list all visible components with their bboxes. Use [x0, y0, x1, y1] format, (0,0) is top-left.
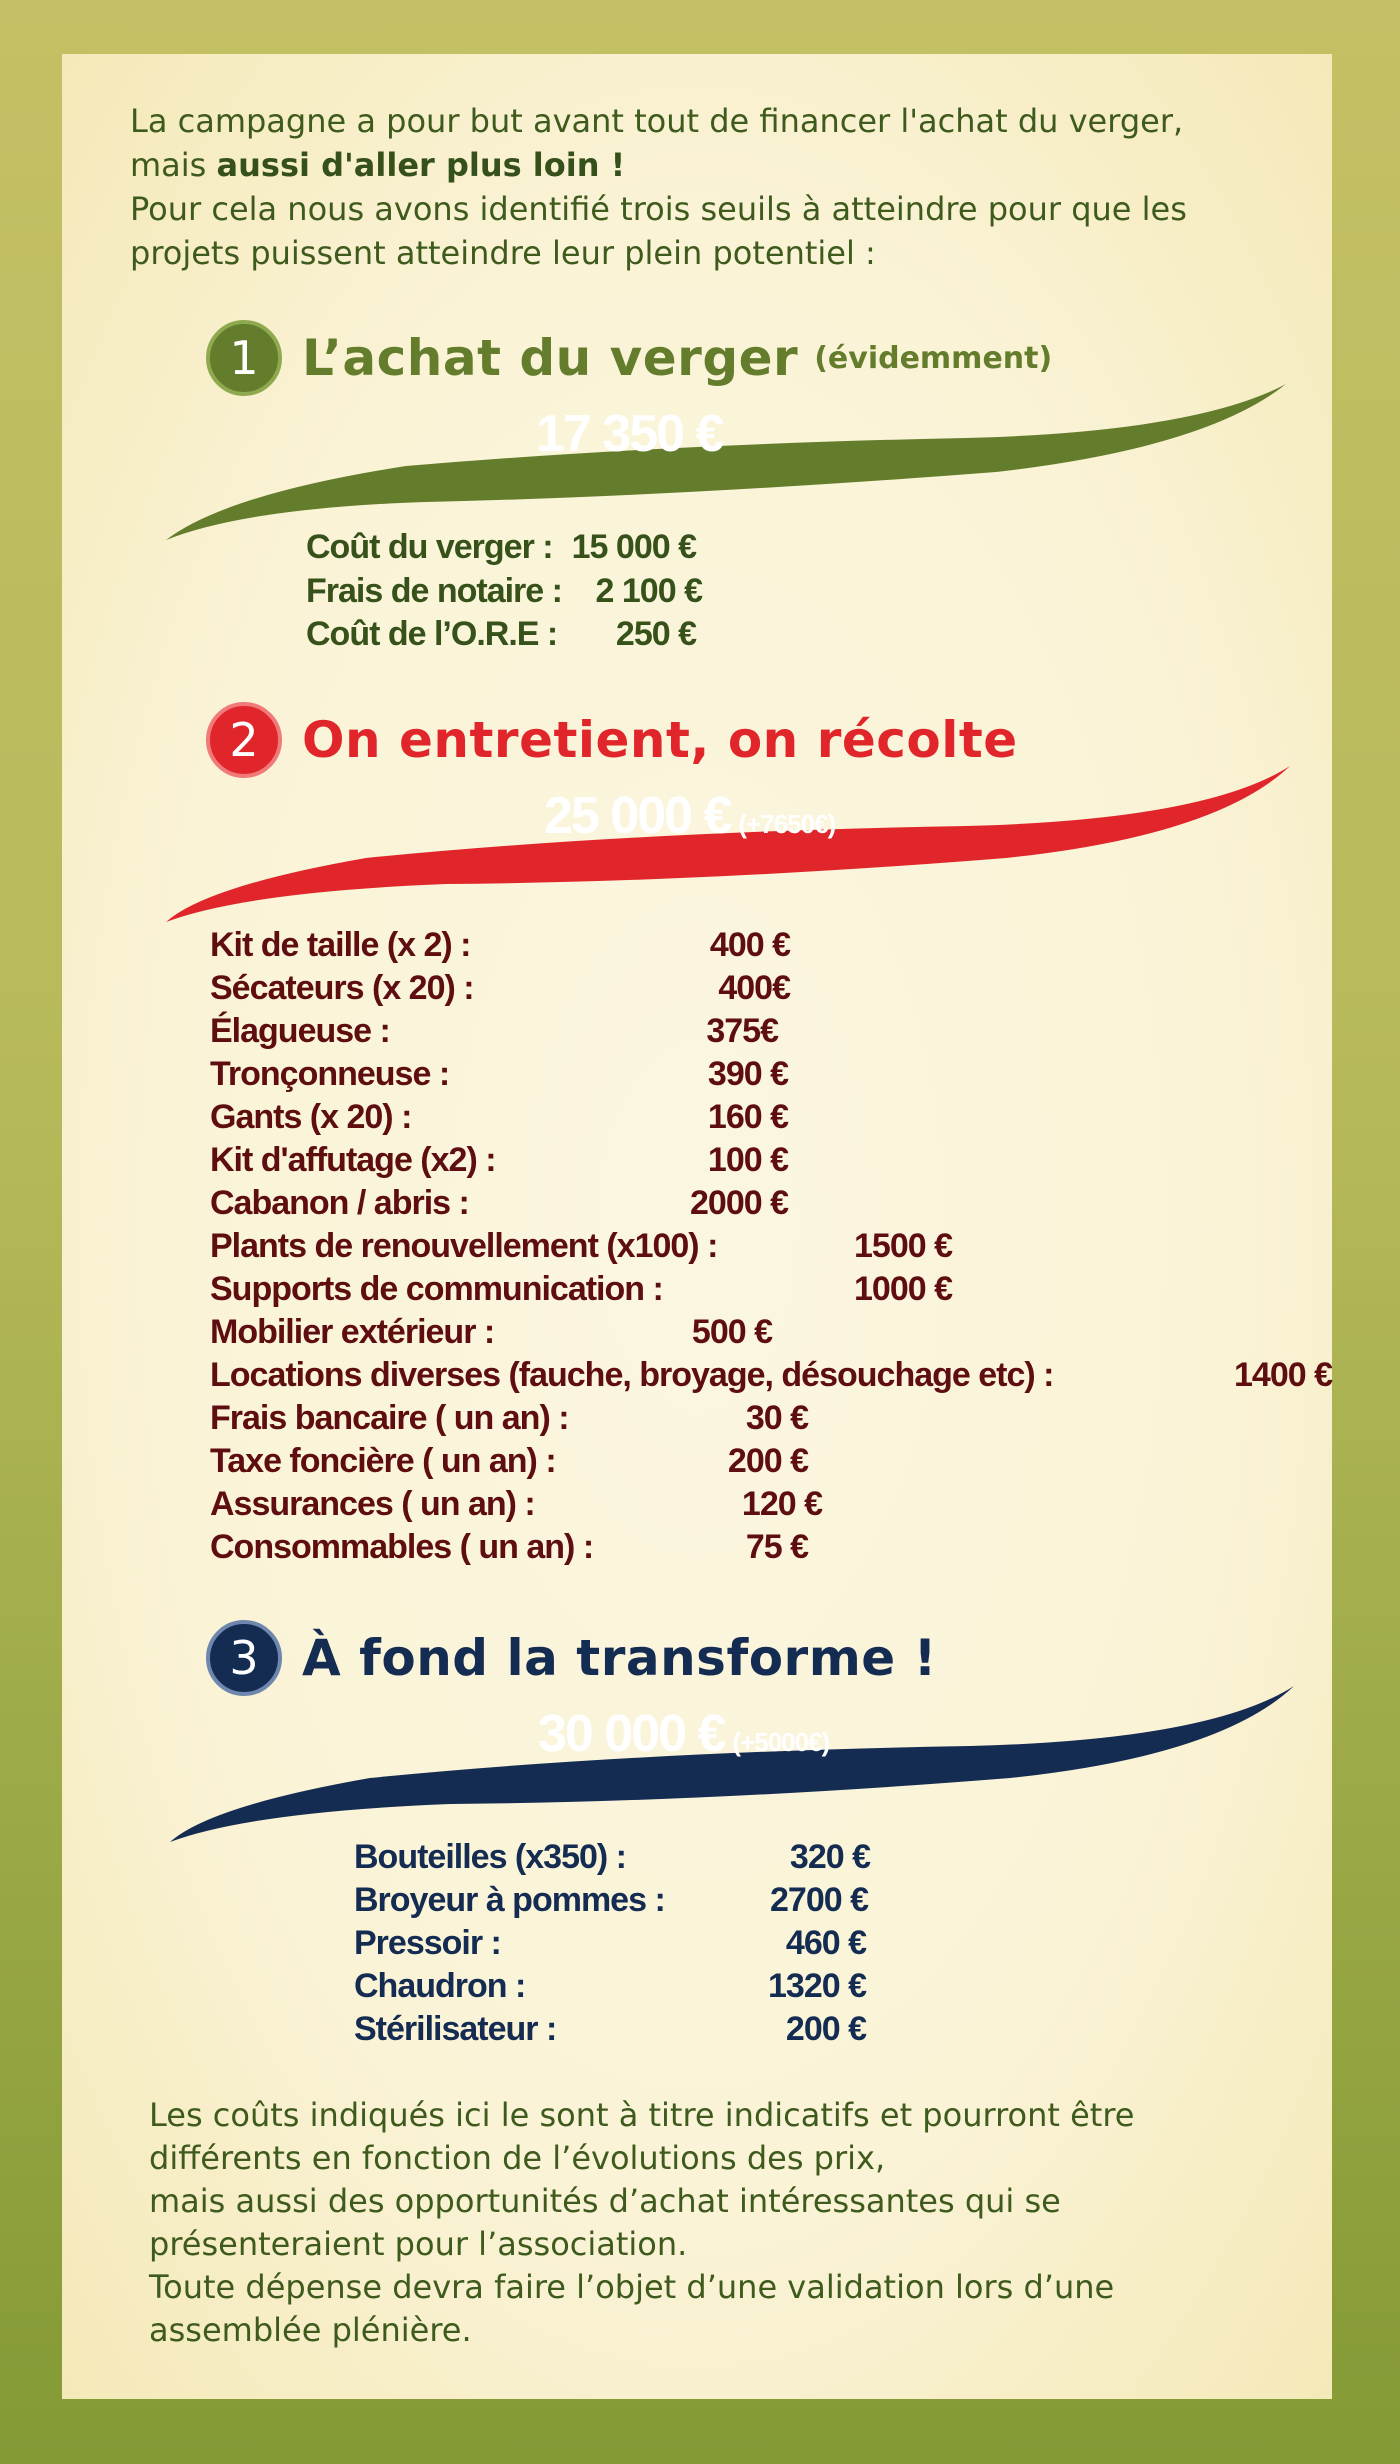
footer-line: Toute dépense devra faire l’objet d’une validation lors d’une — [149, 2268, 1115, 2306]
tier-1-title: L’achat du verger — [302, 329, 799, 387]
tier-3-title: À fond la transforme ! — [302, 1629, 937, 1687]
tier-2-amount — [544, 786, 835, 846]
item-value: 1500 € — [854, 1227, 952, 1265]
tier-3-amount-value: 30 000 € — [538, 1705, 725, 1763]
item-value: 160 € — [707, 1098, 788, 1136]
tier-1-amount-value: 17 350 € — [536, 405, 723, 463]
item-value: 390 € — [707, 1055, 788, 1093]
item-value: 75 € — [745, 1528, 808, 1566]
item-label: Bouteilles (x350) : — [354, 1838, 626, 1876]
footer-disclaimer — [149, 2094, 1309, 2352]
tier-1-banner — [166, 384, 1286, 544]
tier-3-heading — [206, 1620, 937, 1696]
tier-2-number-badge: 2 — [206, 702, 282, 778]
footer-line: assemblée plénière. — [149, 2311, 472, 2349]
item-label: Cabanon / abris : — [210, 1184, 469, 1222]
item-label: Coût du verger : — [306, 528, 553, 566]
item-label: Taxe foncière ( un an) : — [210, 1442, 556, 1480]
intro-text-bold: aussi d'aller plus loin ! — [216, 146, 626, 184]
item-label: Consommables ( un an) : — [210, 1528, 594, 1566]
intro-line — [130, 143, 1310, 187]
item-label: Broyeur à pommes : — [354, 1881, 665, 1919]
intro-text-plain: mais — [130, 146, 217, 184]
item-label: Frais bancaire ( un an) : — [210, 1399, 569, 1437]
item-label: Pressoir : — [354, 1924, 501, 1962]
tier-2-amount-value: 25 000 € — [544, 787, 731, 845]
item-value: 2 100 € — [595, 572, 702, 610]
footer-line: mais aussi des opportunités d’achat intéressantes qui se — [149, 2182, 1061, 2220]
item-label: Sécateurs (x 20) : — [210, 969, 474, 1007]
item-label: Stérilisateur : — [354, 2010, 557, 2048]
tier-1-subtitle: (évidemment) — [814, 340, 1053, 376]
item-label: Élagueuse : — [210, 1012, 390, 1050]
item-value: 120 € — [741, 1485, 822, 1523]
tier-3-amount — [538, 1704, 829, 1764]
item-value: 320 € — [789, 1838, 870, 1876]
footer-line: présenteraient pour l’association. — [149, 2225, 688, 2263]
item-label: Kit de taille (x 2) : — [210, 926, 471, 964]
item-value: 30 € — [745, 1399, 808, 1437]
item-value: 375€ — [706, 1012, 778, 1050]
item-value: 400€ — [718, 969, 790, 1007]
item-label: Gants (x 20) : — [210, 1098, 412, 1136]
item-label: Plants de renouvellement (x100) : — [210, 1227, 718, 1265]
item-label: Locations diverses (fauche, broyage, désouchage etc) : — [210, 1356, 1054, 1394]
item-label: Supports de communication : — [210, 1270, 663, 1308]
intro-text — [130, 99, 1310, 275]
item-value: 250 € — [615, 615, 696, 653]
tier-2-amount-delta: (+7650€) — [738, 809, 836, 839]
item-label: Chaudron : — [354, 1967, 526, 2005]
item-value: 2700 € — [770, 1881, 868, 1919]
item-value: 500 € — [691, 1313, 772, 1351]
item-label: Coût de l’O.R.E : — [306, 615, 558, 653]
item-label: Mobilier extérieur : — [210, 1313, 495, 1351]
item-value: 1000 € — [854, 1270, 952, 1308]
item-value: 200 € — [785, 2010, 866, 2048]
item-value: 400 € — [709, 926, 790, 964]
item-value: 100 € — [707, 1141, 788, 1179]
tier-2-title: On entretient, on récolte — [302, 711, 1018, 769]
tier-1-amount — [536, 404, 722, 464]
campaign-card — [62, 54, 1332, 2399]
footer-line: différents en fonction de l’évolutions des prix, — [149, 2139, 886, 2177]
intro-line: Pour cela nous avons identifié trois seuils à atteindre pour que les — [130, 190, 1187, 228]
item-value: 460 € — [785, 1924, 866, 1962]
footer-line: Les coûts indiqués ici le sont à titre indicatifs et pourront être — [149, 2096, 1135, 2134]
item-label: Kit d'affutage (x2) : — [210, 1141, 496, 1179]
item-value: 200 € — [727, 1442, 808, 1480]
item-label: Tronçonneuse : — [210, 1055, 450, 1093]
item-label: Frais de notaire : — [306, 572, 562, 610]
tier-1-number-badge: 1 — [206, 320, 282, 396]
item-label: Assurances ( un an) : — [210, 1485, 535, 1523]
item-value: 1400 € — [1234, 1356, 1332, 1394]
intro-line: projets puissent atteindre leur plein potentiel : — [130, 234, 876, 272]
intro-line: La campagne a pour but avant tout de financer l'achat du verger, — [130, 102, 1184, 140]
item-value: 1320 € — [768, 1967, 866, 2005]
item-value: 15 000 € — [571, 528, 696, 566]
tier-3-amount-delta: (+5000€) — [732, 1727, 830, 1757]
item-value: 2000 € — [690, 1184, 788, 1222]
tier-3-number-badge: 3 — [206, 1620, 282, 1696]
